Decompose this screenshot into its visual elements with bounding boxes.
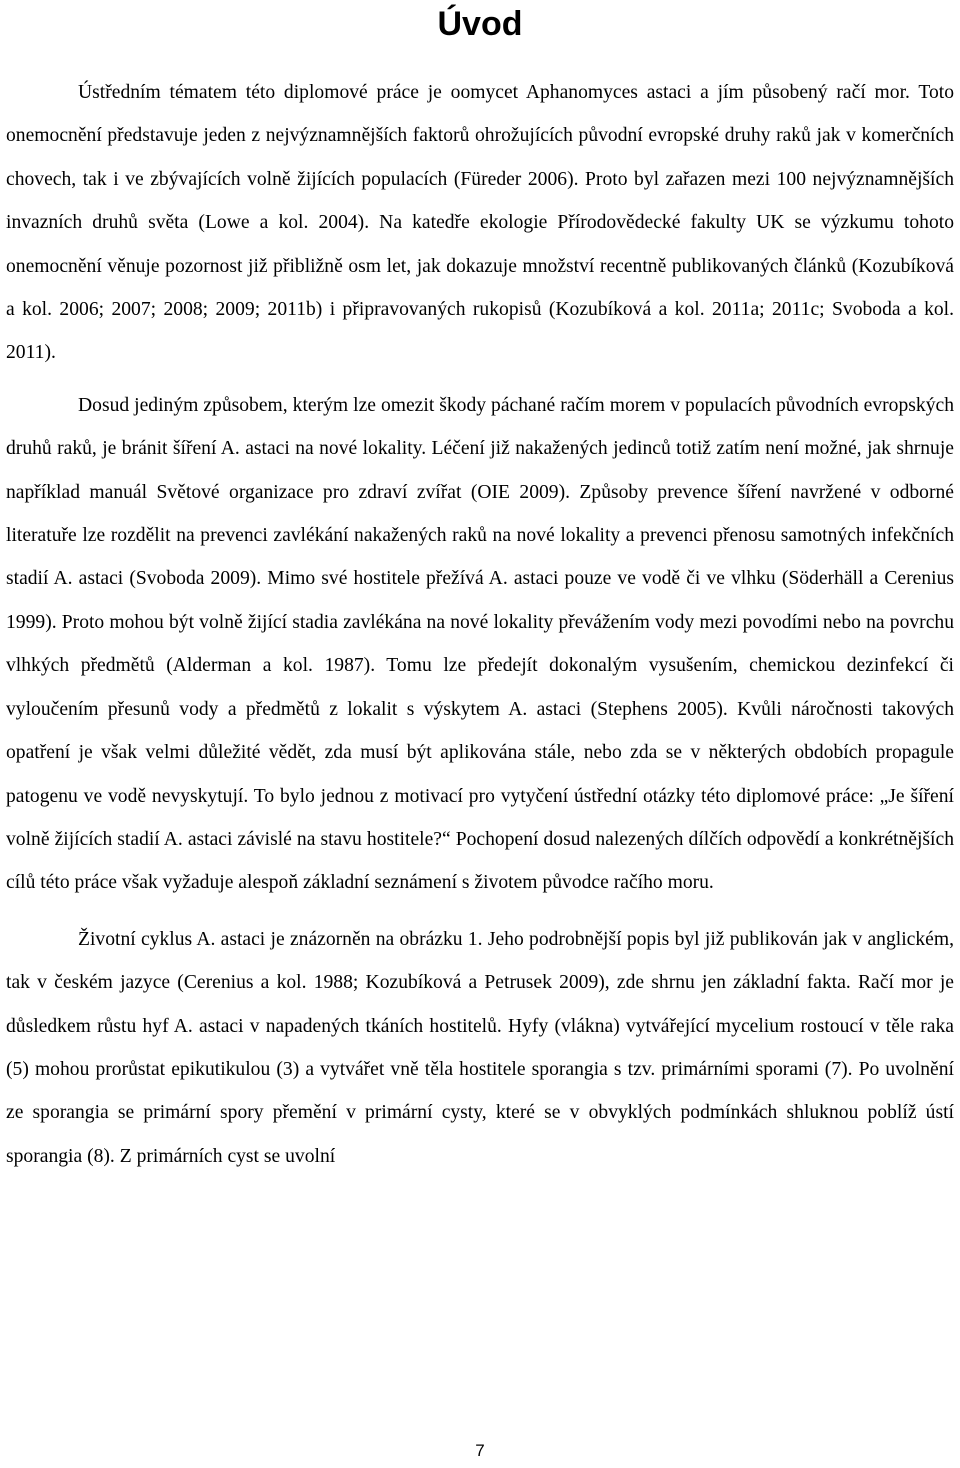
page-title: Úvod	[437, 5, 523, 43]
paragraph-1: Ústředním tématem této diplomové práce je oomycet Aphanomyces astaci a jím působený račí mor. Toto onemocnění představuje jeden z nejvýznamnějších faktorů ohrožujících původní evropské druhy raků jak v komerčních chovech, tak i ve zbývajících volně žijících populacích (Füreder 2006). Proto byl zařazen mezi 100 nejvýznamnějších invazních druhů světa (Lowe a kol. 2004). Na katedře ekologie Přírodovědecké fakulty UK se výzkumu tohoto onemocnění věnuje pozornost již přibližně osm let, jak dokazuje množství recentně publikovaných článků (Kozubíková a kol. 2006; 2007; 2008; 2009; 2011b) i připravovaných rukopisů (Kozubíková a kol. 2011a; 2011c; Svoboda a kol. 2011).	[6, 82, 954, 364]
page-number: 7	[475, 1441, 485, 1460]
paragraph-3: Životní cyklus A. astaci je znázorněn na obrázku 1. Jeho podrobnější popis byl již publikován jak v anglickém, tak v českém jazyce (Cerenius a kol. 1988; Kozubíková a Petrusek 2009), zde shrnu jen základní fakta. Račí mor je důsledkem růstu hyf A. astaci v napadených tkáních hostitelů. Hyfy (vlákna) vytvářející mycelium rostoucí v těle raka (5) mohou prorůstat epikutikulou (3) a vytvářet vně těla hostitele sporangia s tzv. primárními sporami (7). Po uvolnění ze sporangia se primární spory přemění v primární cysty, které se v obvyklých podmínkách shluknou poblíž ústí sporangia (8). Z primárních cyst se uvolní	[6, 928, 954, 1167]
paragraph-2: Dosud jediným způsobem, kterým lze omezit škody páchané račím morem v populacích původních evropských druhů raků, je bránit šíření A. astaci na nové lokality. Léčení již nakažených jedinců totiž zatím není možné, jak shrnuje například manuál Světové organizace pro zdraví zvířat (OIE 2009). Způsoby prevence šíření navržené v odborné literatuře lze rozdělit na prevenci zavlékání nakažených raků na nové lokality a prevenci přenosu samotných infekčních stadií A. astaci (Svoboda 2009). Mimo své hostitele přežívá A. astaci pouze ve vodě či ve vlhku (Söderhäll a Cerenius 1999). Proto mohou být volně žijící stadia zavlékána na nové lokality převážením vody mezi povodími nebo na povrchu vlhkých předmětů (Alderman a kol. 1987). Tomu lze předejít dokonalým vysušením, chemickou dezinfekcí či vyloučením přesunů vody a předmětů z lokalit s výskytem A. astaci (Stephens 2005). Kvůli náročnosti takových opatření je však velmi důležité vědět, zda musí být aplikována stále, nebo zda se v některých obdobích propagule patogenu ve vodě nevyskytují. To bylo jednou z motivací pro vytyčení ústřední otázky této diplomové práce: „Je šíření volně žijících stadií A. astaci závislé na stavu hostitele?“ Pochopení dosud nalezených dílčích odpovědí a konkrétnějších cílů této práce však vyžaduje alespoň základní seznámení s životem původce račího moru.	[6, 394, 954, 894]
